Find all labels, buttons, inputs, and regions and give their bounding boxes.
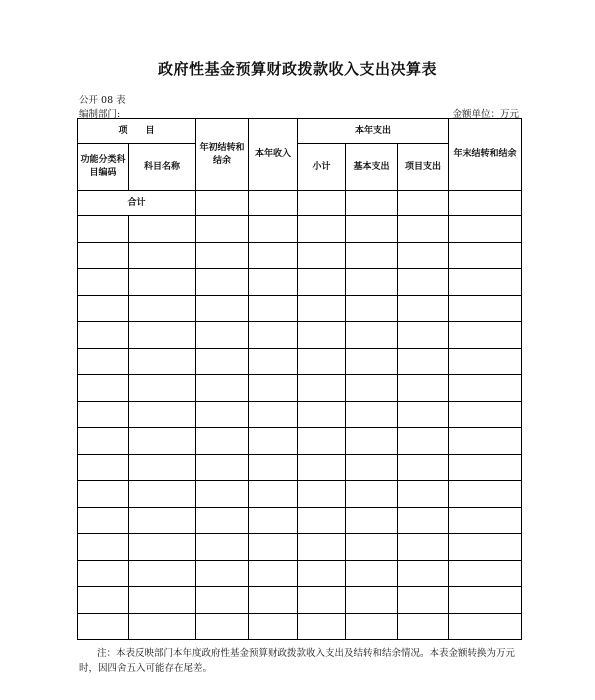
- table-cell: [298, 560, 346, 587]
- table-cell: [196, 428, 249, 455]
- table-cell: [196, 613, 249, 640]
- table-cell: [449, 242, 522, 269]
- table-cell: [449, 191, 522, 216]
- table-cell: [196, 454, 249, 481]
- table-cell: [249, 191, 298, 216]
- table-cell: [346, 348, 398, 375]
- table-row: [78, 216, 522, 243]
- table-cell: [129, 269, 196, 296]
- table-cell: [129, 348, 196, 375]
- table-cell: [398, 375, 449, 402]
- table-row: [78, 322, 522, 349]
- table-cell: [346, 295, 398, 322]
- table-cell: [298, 428, 346, 455]
- table-cell: [346, 613, 398, 640]
- table-cell: [346, 507, 398, 534]
- table-cell: [129, 375, 196, 402]
- table-cell: [398, 269, 449, 296]
- table-cell: [298, 348, 346, 375]
- header-opening-balance: 年初结转和结余: [196, 119, 249, 191]
- table-row: [78, 269, 522, 296]
- table-cell: [449, 348, 522, 375]
- header-row-1: [78, 119, 522, 144]
- table-cell: [249, 295, 298, 322]
- table-cell: [398, 454, 449, 481]
- table-cell: [398, 560, 449, 587]
- table-cell: [196, 587, 249, 614]
- table-cell: [298, 191, 346, 216]
- table-cell: [129, 216, 196, 243]
- header-income: 本年收入: [249, 119, 298, 191]
- table-cell: [449, 401, 522, 428]
- table-cell: [298, 216, 346, 243]
- table-cell: [78, 587, 129, 614]
- unit-label: 金额单位：万元: [452, 109, 519, 120]
- table-cell: [346, 587, 398, 614]
- table-row: [78, 454, 522, 481]
- table-cell: [196, 295, 249, 322]
- table-cell: [346, 191, 398, 216]
- table-row: [78, 613, 522, 640]
- table-cell: [449, 534, 522, 561]
- table-cell: [196, 216, 249, 243]
- table-cell: [249, 401, 298, 428]
- table-cell: [196, 507, 249, 534]
- budget-table: [77, 118, 522, 640]
- table-cell: [346, 428, 398, 455]
- table-cell: [298, 295, 346, 322]
- table-cell: [346, 269, 398, 296]
- table-cell: [449, 613, 522, 640]
- header-project: 项目支出: [398, 144, 449, 191]
- table-cell: [196, 242, 249, 269]
- table-cell: [196, 401, 249, 428]
- table-cell: [346, 322, 398, 349]
- table-cell: [398, 613, 449, 640]
- table-cell: [398, 587, 449, 614]
- table-cell: [78, 481, 129, 508]
- table-cell: [398, 534, 449, 561]
- table-cell: [398, 428, 449, 455]
- table-cell: [249, 269, 298, 296]
- table-cell: [449, 587, 522, 614]
- header-func-code: 功能分类科目编码: [78, 144, 129, 191]
- table-row: [78, 560, 522, 587]
- table-cell: [196, 348, 249, 375]
- table-row: [78, 587, 522, 614]
- table-cell: [346, 534, 398, 561]
- table-cell: [78, 401, 129, 428]
- table-cell: [249, 322, 298, 349]
- table-cell: [298, 322, 346, 349]
- table-cell: [249, 587, 298, 614]
- table-cell: [78, 242, 129, 269]
- table-cell: [78, 322, 129, 349]
- table-cell: [449, 322, 522, 349]
- table-row: [78, 295, 522, 322]
- table-cell: [129, 322, 196, 349]
- table-cell: [298, 613, 346, 640]
- table-row: [78, 242, 522, 269]
- table-cell: [346, 454, 398, 481]
- table-cell: [249, 613, 298, 640]
- table-cell: [298, 454, 346, 481]
- table-cell: [346, 401, 398, 428]
- table-cell: [249, 481, 298, 508]
- table-cell: [129, 507, 196, 534]
- table-cell: [129, 428, 196, 455]
- table-cell: [449, 295, 522, 322]
- table-cell: [196, 534, 249, 561]
- table-cell: [78, 216, 129, 243]
- table-cell: [129, 560, 196, 587]
- table-cell: [196, 322, 249, 349]
- table-cell: [196, 560, 249, 587]
- page-title: 政府性基金预算财政拨款收入支出决算表: [157, 60, 437, 78]
- table-cell: [449, 454, 522, 481]
- table-cell: [398, 216, 449, 243]
- table-cell: [129, 242, 196, 269]
- table-row: [78, 481, 522, 508]
- table-cell: [129, 613, 196, 640]
- table-cell: [129, 295, 196, 322]
- table-cell: [129, 401, 196, 428]
- table-cell: [298, 481, 346, 508]
- table-cell: [449, 481, 522, 508]
- table-cell: [78, 454, 129, 481]
- table-cell: [449, 507, 522, 534]
- table-cell: [346, 560, 398, 587]
- table-cell: [249, 507, 298, 534]
- table-cell: [249, 216, 298, 243]
- header-basic: 基本支出: [346, 144, 398, 191]
- table-cell: [78, 269, 129, 296]
- table-cell: [449, 560, 522, 587]
- footer-note: 注：本表反映部门本年度政府性基金预算财政拨款收入支出及结转和结余情况。本表金额转换为万元时，因四舍五入可能存在尾差。: [79, 648, 516, 674]
- table-row: [78, 507, 522, 534]
- table-cell: [196, 375, 249, 402]
- table-row: [78, 534, 522, 561]
- table-cell: [78, 428, 129, 455]
- table-cell: [249, 454, 298, 481]
- table-cell: [196, 481, 249, 508]
- table-cell: [298, 507, 346, 534]
- total-label: 合计: [78, 191, 196, 216]
- table-cell: [129, 454, 196, 481]
- header-expenditure: 本年支出: [298, 119, 449, 144]
- table-cell: [129, 534, 196, 561]
- table-cell: [78, 507, 129, 534]
- table-cell: [346, 216, 398, 243]
- table-cell: [249, 242, 298, 269]
- table-cell: [249, 428, 298, 455]
- table-cell: [129, 587, 196, 614]
- table-cell: [398, 322, 449, 349]
- table-cell: [249, 534, 298, 561]
- table-cell: [78, 348, 129, 375]
- header-subtotal: 小计: [298, 144, 346, 191]
- table-row: [78, 401, 522, 428]
- table-cell: [78, 375, 129, 402]
- table-cell: [249, 375, 298, 402]
- total-row: [78, 191, 522, 216]
- table-cell: [449, 269, 522, 296]
- table-cell: [298, 587, 346, 614]
- table-cell: [398, 295, 449, 322]
- table-cell: [298, 269, 346, 296]
- table-cell: [78, 613, 129, 640]
- header-closing-balance: 年末结转和结余: [449, 119, 522, 191]
- table-cell: [129, 481, 196, 508]
- table-cell: [346, 242, 398, 269]
- table-cell: [449, 375, 522, 402]
- table-cell: [298, 534, 346, 561]
- table-cell: [249, 348, 298, 375]
- table-cell: [78, 534, 129, 561]
- department-label: 编制部门:: [79, 109, 121, 120]
- table-cell: [449, 216, 522, 243]
- table-cell: [398, 191, 449, 216]
- table-cell: [346, 481, 398, 508]
- table-cell: [398, 348, 449, 375]
- table-cell: [196, 269, 249, 296]
- header-item: 项 目: [78, 119, 196, 144]
- table-cell: [449, 428, 522, 455]
- table-row: [78, 375, 522, 402]
- header-subject-name: 科目名称: [129, 144, 196, 191]
- table-cell: [298, 375, 346, 402]
- table-cell: [78, 560, 129, 587]
- table-cell: [249, 560, 298, 587]
- table-cell: [398, 242, 449, 269]
- table-cell: [346, 375, 398, 402]
- table-cell: [78, 295, 129, 322]
- table-row: [78, 348, 522, 375]
- table-cell: [298, 401, 346, 428]
- table-cell: [196, 191, 249, 216]
- table-cell: [398, 401, 449, 428]
- table-cell: [398, 481, 449, 508]
- table-row: [78, 428, 522, 455]
- table-cell: [298, 242, 346, 269]
- form-number: 公开 08 表: [79, 95, 126, 106]
- table-cell: [398, 507, 449, 534]
